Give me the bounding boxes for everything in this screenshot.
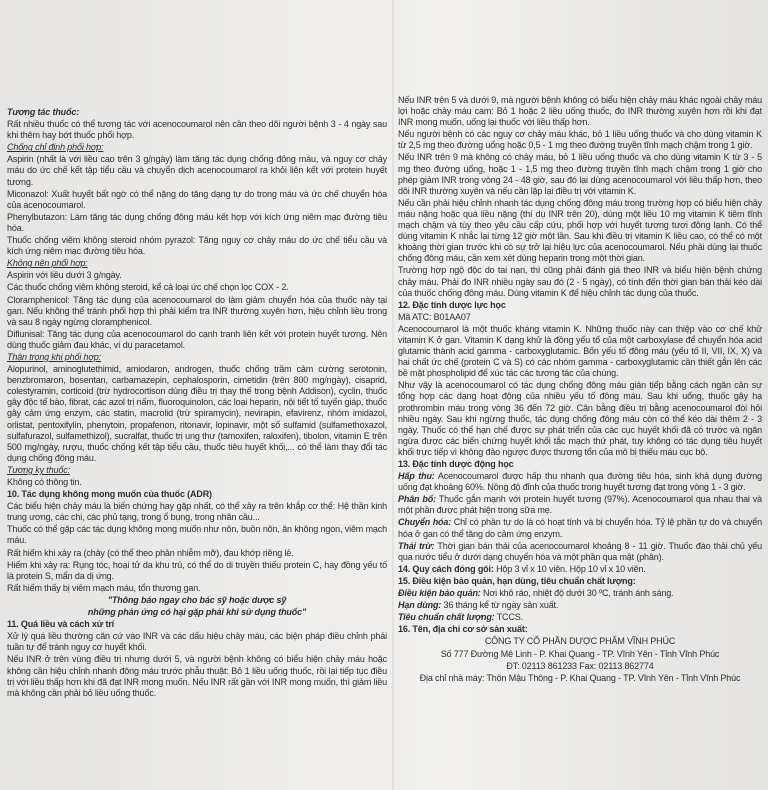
paragraph: Rất nhiều thuốc có thể tương tác với acenocoumarol nên cần theo dõi người bệnh 3 - 4 ngày sau khi thêm hay bớt thuốc phối hợp. (7, 119, 387, 141)
text-quality: TCCS. (494, 612, 523, 623)
paragraph-quality (398, 612, 762, 623)
heading-pharmacokinetics: 13. Đặc tính dược động học (398, 459, 514, 469)
paragraph-distribution (398, 494, 762, 516)
paragraph: Alopurinol, aminoglutethimid, amiodaron, androgen, thuốc chống trầm cảm cường serotonin, benzbromaron, bosentan, carbamazepin, cephalosporin, cimetidin (trên 800 mg/ngày), cisaprid, colestyramin, corticoid (trừ hydrocortison dùng điều trị thay thế trong bệnh Addison), cyclin, thuốc gây độc tế bào, fibrat, các azol trị nấm, fluoroquinolon, các loại heparin, nội tiết tố tuyến giáp, thuốc gây cảm ứng enzym, các statin, macrolid (trừ spiramycin), nevirapin, efavirenz, nhóm imidazol, orlistat, pentoxifylin, phenytoin, propafenon, ritonavir, lopinavir, một số sulfamid (sulfamethoxazol, sulfafurazol, sulfamethizol), sucralfat, thuốc trị ung thư (tamoxifen, raloxifen), tibolon, vitamin E trên 500 mg/ngày, rượu, thuốc chống kết tập tiểu cầu, thuốc tiêu huyết khối,... có thể làm thay đổi tác dụng chống đông máu. (7, 364, 387, 463)
paragraph: Phenylbutazon: Làm tăng tác dụng chống đông máu kết hợp với kích ứng niêm mạc đường tiêu hóa. (7, 211, 387, 233)
text-metabolism: Chỉ có phần tự do là có hoạt tính và bị chuyển hóa. Tỷ lệ phần tự do và chuyển hóa ở gan có thể tăng do cảm ứng enzym. (398, 517, 762, 539)
paragraph: Aspirin với liều dưới 3 g/ngày. (7, 270, 122, 281)
paragraph: Rất hiếm thấy bị viêm mạch máu, tổn thương gan. (7, 582, 201, 593)
label-shelf-life: Hạn dùng: (398, 600, 442, 611)
paragraph-shelf-life (398, 600, 762, 611)
right-column (398, 95, 762, 786)
heading-manufacturer: 16. Tên, địa chỉ cơ sở sản xuất: (398, 624, 528, 635)
subheading-contraindicated: Chống chỉ định phối hợp: (7, 142, 104, 153)
paragraph: Nếu INR trên 5 và dưới 9, mà người bệnh không có biểu hiện chảy máu khác ngoài chảy máu lợi hoặc chảy máu cam: Bỏ 1 hoặc 2 liều uống thuốc, đo INR thường xuyên hơn rồi khi đạt INR mong muốn, uống lại thuốc với liều thấp hơn. (398, 95, 762, 128)
paragraph-absorption (398, 471, 762, 493)
paragraph: Các biểu hiện chảy máu là biến chứng hay gặp nhất, có thể xảy ra trên khắp cơ thể: Hệ thần kinh trung ương, các chi, các phủ tạng, trong ổ bụng, trong nhãn cầu... (7, 501, 387, 523)
paragraph: Cloramphenicol: Tăng tác dụng của acenocoumarol do làm giảm chuyển hóa của thuốc này tại gan. Nếu không thể tránh phối hợp thì phải kiểm tra INR thường xuyên hơn, hiệu chỉnh liều trong và sau 8 ngày ngừng cloramphenicol. (7, 294, 387, 327)
company-name: CÔNG TY CỔ PHẦN DƯỢC PHẨM VĨNH PHÚC (484, 636, 676, 647)
subheading-incompatibility: Tương kỵ thuốc: (7, 464, 70, 475)
subheading-not-recommended: Không nên phối hợp: (7, 258, 88, 269)
factory-address: Địa chỉ nhà máy: Thôn Mậu Thông - P. Khai Quang - TP. Vĩnh Yên - Tỉnh Vĩnh Phúc (419, 672, 741, 683)
company-address: Số 777 Đường Mê Linh - P. Khai Quang - TP. Vĩnh Yên - Tỉnh Vĩnh Phúc (440, 648, 720, 659)
paragraph: Xử lý quá liều thường căn cứ vào INR và các dấu hiệu chảy máu, các biện pháp điều chỉnh phải tuần tự để tránh nguy cơ huyết khối. (7, 631, 387, 653)
heading-overdose: 11. Quá liều và cách xử trí (7, 619, 115, 630)
heading-packaging: 14. Quy cách đóng gói: (398, 563, 494, 574)
notice-line-2: những phản ứng có hại gặp phải khi sử dụng thuốc" (87, 607, 307, 618)
label-storage: Điều kiện bảo quản: (398, 588, 481, 599)
paragraph: Aspirin (nhất là với liều cao trên 3 g/ngày) làm tăng tác dụng chống đông máu, và nguy cơ chảy máu do ức chế kết tập tiểu cầu và chuyển dịch acenocoumarol ra khỏi liên kết với protein huyết tương. (7, 154, 387, 187)
paragraph: Miconazol: Xuất huyết bất ngờ có thể nặng do tăng dạng tự do trong máu và ức chế chuyển hóa của acenocoumarol. (7, 188, 387, 210)
atc-code: Mã ATC: B01AA07 (398, 311, 471, 322)
text-storage: Nơi khô ráo, nhiệt độ dưới 30 ºC, tránh ánh sáng. (480, 588, 674, 599)
paragraph: Acenocoumarol là một thuốc kháng vitamin K. Những thuốc này can thiệp vào cơ chế khử vitamin K ở gan. Vitamin K dạng khử là đồng yếu tố của một carboxylase để chuyển hóa acid glutamic thành acid gamma - carboxyglutamic. Bốn yếu tố đông máu (yếu tố II, VII, IX, X) và hai chất ức chế (protein C và S) có các nhóm gamma - carboxyglutamic cần thiết gắn lên các bề mặt phospholipid để xúc tác các tương tác của chúng. (398, 323, 762, 379)
heading-adverse-effects: 10. Tác dụng không mong muốn của thuốc (ADR) (7, 489, 212, 500)
text-distribution: Thuốc gắn mạnh với protein huyết tương (97%). Acenocoumarol qua nhau thai và một phần được phát hiện trong sữa mẹ. (398, 494, 762, 516)
heading-interactions: Tương tác thuốc: (7, 107, 80, 117)
paragraph: Nếu INR trên 9 mà không có chảy máu, bỏ 1 liều uống thuốc và cho dùng vitamin K từ 3 - 5 mg theo đường uống, hoặc 1 - 1,5 mg theo đường truyền tĩnh mạch chậm trong 1 giờ cho phép giảm INR trong vòng 24 - 48 giờ, sau đó lại dùng acenocoumarol với liều thấp hơn, theo dõi INR thường xuyên và nếu cần lặp lại điều trị với vitamin K. (398, 152, 762, 196)
label-elimination: Thải trừ: (398, 540, 435, 551)
paragraph: Hiếm khi xảy ra: Rụng tóc, hoại tử da khu trú, có thể do di truyền thiếu protein C, hay đồng yếu tố là protein S, mẩn da dị ứng. (7, 559, 387, 581)
paragraph: Thuốc có thể gặp các tác dụng không mong muốn như nôn, buồn nôn, ăn không ngon, viêm mạch máu. (7, 524, 387, 546)
paragraph: Thuốc chống viêm không steroid nhóm pyrazol: Tăng nguy cơ chảy máu do ức chế tiểu cầu và kích ứng niêm mạc đường tiêu hóa. (7, 235, 387, 257)
paragraph-metabolism (398, 517, 762, 539)
subheading-caution: Thận trọng khi phối hợp: (7, 351, 101, 362)
label-quality: Tiêu chuẩn chất lượng: (398, 612, 495, 623)
paragraph: Rất hiếm khi xảy ra (chảy (có thể theo phản nhiễm mỡ), đau khớp riêng lẻ. (7, 547, 294, 558)
left-column (7, 107, 387, 786)
text-shelf-life: 36 tháng kể từ ngày sản xuất. (441, 600, 559, 611)
text-absorption: Acenocoumarol được hấp thu nhanh qua đường tiêu hóa, sinh khả dụng đường uống đạt khoảng 60%. Nồng độ đỉnh của thuốc trong huyết tương đạt trong vòng 1 - 3 giờ. (398, 471, 762, 493)
text-elimination: Thời gian bán thải của acenocoumarol khoảng 8 - 11 giờ. Thuốc đào thải chủ yếu qua nước tiểu ở dưới dạng chuyển hóa và một phần qua mật (phân). (398, 540, 762, 562)
paragraph-packaging (398, 564, 762, 575)
label-distribution: Phân bố: (398, 494, 436, 505)
heading-storage: 15. Điều kiện bảo quản, hạn dùng, tiêu chuẩn chất lượng: (398, 575, 636, 586)
paragraph: Nếu INR ở trên vùng điều trị nhưng dưới 5, và người bệnh không có biểu hiện chảy máu hoặc không cần hiệu chỉnh nhanh đông máu trước phẫu thuật: Bỏ 1 liều uống thuốc, rồi lại tiếp tục điều trị với liều thấp hơn khi đã đạt INR mong muốn. Nếu INR rất gần với INR mong muốn, thì giảm liều mà không cần phải bỏ liều uống thuốc. (7, 654, 387, 698)
heading-pharmacodynamics: 12. Đặc tính dược lực học (398, 299, 506, 310)
label-metabolism: Chuyển hóa: (398, 517, 452, 528)
paragraph: Các thuốc chống viêm không steroid, kể cả loại ức chế chọn lọc COX - 2. (7, 282, 289, 293)
paragraph: Nếu người bệnh có các nguy cơ chảy máu khác, bỏ 1 liều uống thuốc và cho dùng vitamin K từ 2,5 mg theo đường uống hoặc 0,5 - 1 mg theo đường truyền tĩnh mạch chậm trong 1 giờ. (398, 129, 762, 151)
label-absorption: Hấp thu: (398, 471, 435, 482)
paragraph: Diflunisal: Tăng tác dụng của acenocoumarol do cạnh tranh liên kết với protein huyết tương. Nên dùng thuốc giảm đau khác, ví dụ paracetamol. (7, 328, 387, 350)
paragraph: Không có thông tin. (7, 477, 82, 487)
paragraph: Nếu cần phải hiệu chỉnh nhanh tác dụng chống đông máu trong trường hợp có biểu hiện chảy máu nặng hoặc quá liều nặng (thí dụ INR trên 20), dùng một liều 10 mg vitamin K tiêm tĩnh mạch chậm và tùy theo yêu cầu cấp cứu, phối hợp với huyết tương tươi đông lạnh. Có thể dùng vitamin K nhắc lại từng 12 giờ một lần. Sau khi điều trị vitamin K liều cao, có thể có một khoảng thời gian trước khi có sự trở lại hiệu lực của acenocoumarol. Nếu phải dùng lại thuốc chống đông máu, cần xem xét dùng heparin trong một thời gian. (398, 197, 762, 264)
paragraph-storage (398, 588, 762, 599)
company-phone: ĐT: 02113 861233 Fax: 02113 862774 (506, 660, 654, 671)
page-fold (392, 0, 394, 790)
paragraph: Như vậy là acenocoumarol có tác dụng chống đông máu gián tiếp bằng cách ngăn cản sự tổng hợp các dạng hoạt động của nhiều yếu tố đông máu. Sau khi uống, thuốc gây hạ prothrombin máu trong vòng 36 đến 72 giờ. Cân bằng điều trị bằng acenocoumarol đòi hỏi nhiều ngày. Sau khi ngừng thuốc, tác dụng chống đông máu còn có thể kéo dài thêm 2 - 3 ngày. Thuốc có thể hạn chế được sự phát triển của các cục huyết khối đã có trước và ngăn ngừa được các biến chứng huyết khối tắc mạch thứ phát, tuy không có tác dụng tiêu huyết khối trực tiếp vì không đảo ngược được thương tổn của mô bị thiếu máu cục bộ. (398, 380, 762, 457)
paragraph: Trường hợp ngộ độc do tai nạn, thì cũng phải đánh giá theo INR và biểu hiện bệnh chứng chảy máu. Phải đo INR nhiều ngày sau đó (2 - 5 ngày), có tính đến thời gian bán thải kéo dài của thuốc chống đông máu. Dùng vitamin K để hiệu chỉnh tác dụng của thuốc. (398, 265, 762, 298)
paragraph-elimination (398, 541, 762, 563)
text-packaging: Hộp 3 vỉ x 10 viên. Hộp 10 vỉ x 10 viên. (493, 563, 646, 574)
notice-line-1: "Thông báo ngay cho bác sỹ hoặc dược sỹ (107, 594, 287, 605)
